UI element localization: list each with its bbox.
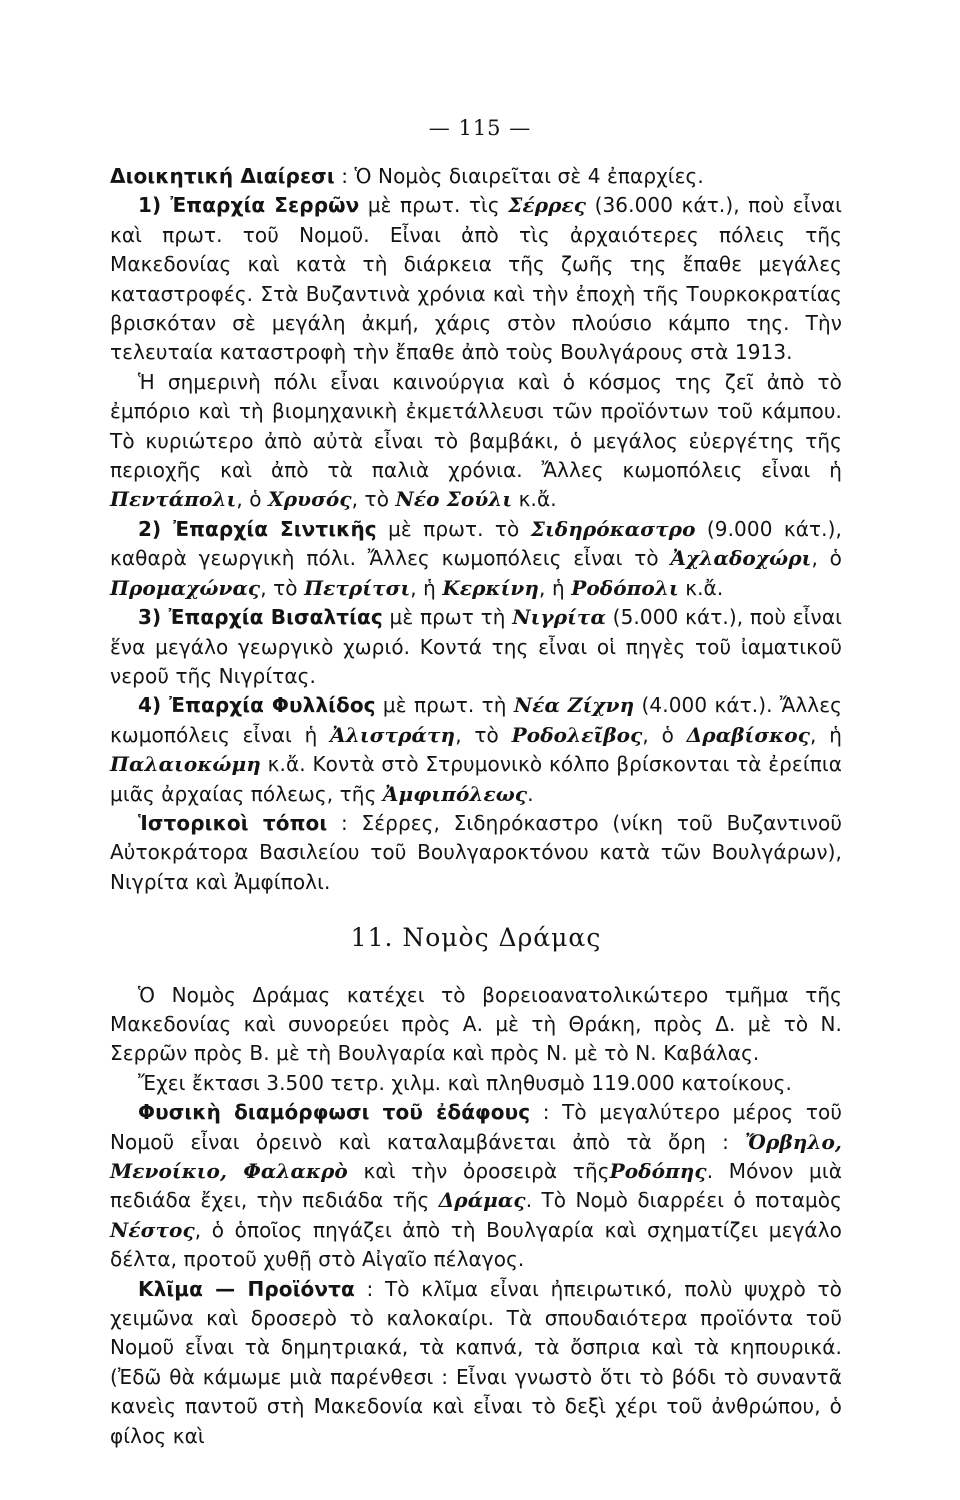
paragraph-fyllida-province: 4) Ἐπαρχία Φυλλίδος μὲ πρωτ. τὴ Νέα Ζίχνη (4.000 κάτ.). Ἄλλες κωμοπόλεις εἶναι ἡ Ἀλιστράτη, τὸ Ροδολεῖβος, ὁ Δραβίσκος, ἡ Παλαιοκώμη κ.ἄ. Κοντὰ στὸ Στρυμονικὸ κόλπο βρίσκονται τὰ ἐρείπια μιᾶς ἀρχαίας πόλεως, τῆς Ἀμφιπόλεως.: [110, 693, 842, 806]
heading-climate-products: Κλῖμα — Προϊόντα: [138, 1276, 355, 1301]
place-nigrita: Νιγρίτα: [512, 605, 606, 630]
place-draviskos: Δραβίσκος: [686, 722, 810, 747]
place-mountains: Ὄρβηλο, Μενοίκιο, Φαλακρὸ: [110, 1129, 842, 1183]
place-rodopoli: Ροδόπολι: [571, 575, 679, 600]
place-nea-zichni: Νέα Ζίχνη: [513, 693, 635, 718]
heading-historic-places: Ἱστορικοὶ τόποι: [138, 810, 328, 835]
page-number: — 115 —: [428, 116, 532, 140]
heading-administrative-division: Διοικητική Διαίρεσι: [110, 164, 335, 188]
heading-terrain: Φυσικὴ διαμόρφωσι τοῦ ἐδάφους: [138, 1100, 531, 1125]
paragraph-drama-area: Ἔχει ἔκτασι 3.500 τετρ. χιλμ. καὶ πληθυσμὸ 119.000 κατοίκους.: [138, 1070, 792, 1095]
place-palaiokomi: Παλαιοκώμη: [110, 752, 261, 777]
place-neo-souli: Νέο Σούλι: [395, 487, 513, 512]
place-pentapoli: Πεντάπολι: [110, 487, 237, 512]
paragraph-historic-places: Ἱστορικοὶ τόποι : Σέρρες, Σιδηρόκαστρο (νίκη τοῦ Βυζαντινοῦ Αὐτοκράτορα Βασιλείου τοῦ Βουλγαροκτόνου κατὰ τῶν Βουλγάρων), Νιγρίτα καὶ Ἀμφίπολι.: [110, 810, 842, 894]
paragraph-climate-products: Κλῖμα — Προϊόντα : Τὸ κλῖμα εἶναι ἠπειρωτικό, πολὺ ψυχρὸ τὸ χειμῶνα καὶ δροσερὸ τὸ καλοκαίρι. Τὰ σπουδαιότερα προϊόντα τοῦ Νομοῦ εἶναι τὰ δημητριακά, τὰ καπνά, τὰ ὄσπρια καὶ τὰ κηπουρικά. (Ἐδῶ θὰ κάμωμε μιὰ παρένθεσι : Εἶναι γνωστὸ ὅτι τὸ βόδι τὸ συναντᾶ κανεὶς παντοῦ στὴ Μακεδονία καὶ εἶναι τὸ δεξὶ χέρι τοῦ ἀνθρώπου, ὁ φίλος καὶ: [110, 1276, 842, 1448]
section-title-drama-prefecture: 11. Νομὸς Δράμας: [350, 923, 602, 953]
place-rodopi: Ροδόπης: [609, 1159, 707, 1183]
paragraph-sintiki-province: 2) Ἐπαρχία Σιντικῆς μὲ πρωτ. τὸ Σιδηρόκαστρο (9.000 κάτ.), καθαρὰ γεωργικὴ πόλι. Ἄλλες κωμοπόλεις εἶναι τὸ Ἀχλαδοχώρι, ὁ Προμαχώνας, τὸ Πετρίτσι, ἡ Κερκίνη, ἡ Ροδόπολι κ.ἄ.: [110, 516, 842, 600]
paragraph-visaltia-province: 3) Ἐπαρχία Βισαλτίας μὲ πρωτ τὴ Νιγρίτα (5.000 κάτ.), ποὺ εἶναι ἕνα μεγάλο γεωργικὸ χωριό. Κοντά της εἶναι οἱ πηγὲς τοῦ ἰαματικοῦ νεροῦ τῆς Νιγρίτας.: [110, 605, 842, 688]
place-amfipolis: Ἀμφιπόλεως: [382, 781, 528, 806]
place-alistrati: Ἀλιστράτη: [330, 722, 456, 747]
place-drama: Δράμας: [438, 1188, 526, 1213]
paragraph-serres-province: 1) Ἐπαρχία Σερρῶν μὲ πρωτ. τὶς Σέρρες (36.000 κάτ.), ποὺ εἶναι καὶ πρωτ. τοῦ Νομοῦ. Εἶναι ἀπὸ τὶς ἀρχαιότερες πόλεις τῆς Μακεδονίας καὶ κατὰ τὴ διάρκεια τῆς ζωῆς της ἔπαθε μεγάλες καταστροφές. Στὰ Βυζαντινὰ χρόνια καὶ τὴν ἐποχὴ τῆς Τουρκοκρατίας βρισκόταν σὲ μεγάλη ἀκμή, χάρις στὸν πλούσιο κάμπο της. Τὴν τελευταία καταστροφὴ τὴν ἔπαθε ἀπὸ τοὺς Βουλγάρους στὰ 1913.: [110, 193, 843, 365]
place-nestos: Νέστος: [110, 1217, 195, 1242]
paragraph-drama-location: Ὁ Νομὸς Δράμας κατέχει τὸ βορειοανατολικώτερο τμῆμα τῆς Μακεδονίας καὶ συνορεύει πρὸς Α. μὲ τὴ Θράκη, πρὸς Δ. μὲ τὸ Ν. Σερρῶν πρὸς Β. μὲ τὴ Βουλγαρία καὶ πρὸς Ν. μὲ τὸ Ν. Καβάλας.: [110, 982, 842, 1066]
heading-sintiki-province: 2) Ἐπαρχία Σιντικῆς: [138, 516, 377, 541]
paragraph-serres-today: Ἡ σημερινὴ πόλι εἶναι καινούργια καὶ ὁ κόσμος της ζεῖ ἀπὸ τὸ ἐμπόριο καὶ τὴ βιομηχανικὴ ἐκμετάλλευσι τῶν προϊόντων τοῦ κάμπου. Τὸ κυριώτερο ἀπὸ αὐτὰ εἶναι τὸ βαμβάκι, ὁ μεγάλος εὐεργέτης τῆς περιοχῆς καὶ ἀπὸ τὰ παλιὰ χρόνια. Ἄλλες κωμοπόλεις εἶναι ἡ Πεντάπολι, ὁ Χρυσός, τὸ Νέο Σούλι κ.ἄ.: [110, 369, 842, 512]
heading-serres-province: 1) Ἐπαρχία Σερρῶν: [138, 193, 360, 218]
place-petritsi: Πετρίτσι: [304, 575, 411, 600]
page-body: [110, 162, 842, 1451]
place-rodoleivos: Ροδολεῖβος: [511, 722, 643, 747]
place-chrysos: Χρυσός: [268, 487, 352, 512]
paragraph-drama-terrain: Φυσικὴ διαμόρφωσι τοῦ ἐδάφους : Τὸ μεγαλύτερο μέρος τοῦ Νομοῦ εἶναι ὀρεινὸ καὶ καταλαμβάνεται ἀπὸ τὰ ὄρη : Ὄρβηλο, Μενοίκιο, Φαλακρὸ καὶ τὴν ὀροσειρὰ τῆςΡοδόπης. Μόνον μιὰ πεδιάδα ἔχει, τὴν πεδιάδα τῆς Δράμας. Τὸ Νομὸ διαρρέει ὁ ποταμὸς Νέστος, ὁ ὁποῖος πηγάζει ἀπὸ τὴ Βουλγαρία καὶ σχηματίζει μεγάλο δέλτα, προτοῦ χυθῇ στὸ Αἰγαῖο πέλαγος.: [110, 1100, 842, 1272]
paragraph-administrative-division: Διοικητική Διαίρεσι : Ὁ Νομὸς διαιρεῖται σὲ 4 ἐπαρχίες.: [110, 164, 704, 188]
heading-visaltia-province: 3) Ἐπαρχία Βισαλτίας: [138, 605, 383, 630]
place-serres: Σέρρες: [508, 193, 587, 218]
heading-fyllida-province: 4) Ἐπαρχία Φυλλίδος: [138, 693, 376, 718]
place-sidirokastro: Σιδηρόκαστρο: [530, 516, 696, 541]
place-achladochori: Ἀχλαδοχώρι: [670, 546, 812, 571]
place-kerkini: Κερκίνη: [442, 575, 540, 600]
place-promachonas: Προμαχώνας: [110, 575, 261, 600]
